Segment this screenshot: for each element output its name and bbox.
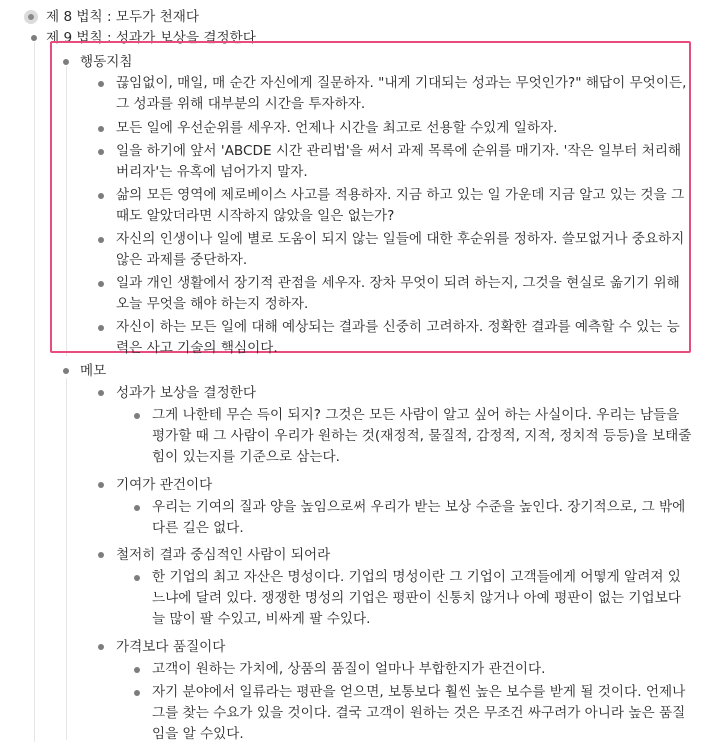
- memo-item-line[interactable]: 늘 많이 팔 수있고, 비싸게 팔 수있다.: [152, 611, 371, 627]
- bullet-icon[interactable]: [63, 368, 69, 374]
- memo-item-line[interactable]: 고객이 원하는 가치에, 상품의 품질이 얼마나 부합한지가 관건이다.: [152, 661, 546, 677]
- guideline-item-line[interactable]: 때도 알았더라면 시작하지 않았을 일은 없는가?: [116, 208, 395, 224]
- outline-item-law9[interactable]: 제 9 법칙 : 성과가 보상을 결정한다: [46, 30, 256, 46]
- memo-item-line[interactable]: 그를 찾는 수요가 있을 것이다. 결국 고객이 원하는 것은 무조건 싸구려가 아니라 높은 품질: [152, 705, 686, 721]
- bullet-icon[interactable]: [98, 149, 104, 155]
- guideline-item-line[interactable]: 자신이 하는 모든 일에 대해 예상되는 결과를 신중히 고려하자. 정확한 결과를 예측할 수 있는 능: [116, 319, 680, 335]
- memo-item-line[interactable]: 다른 길은 없다.: [152, 520, 244, 536]
- memo-item-line[interactable]: 평가할 때 그 사람이 우리가 원하는 것(재정적, 물질적, 감정적, 지적, 정치적 등등)을 보태줄: [152, 428, 692, 444]
- indent-guide: [66, 378, 67, 740]
- guideline-item-line[interactable]: 력은 사고 기술의 핵심이다.: [116, 340, 278, 356]
- memo-item-line[interactable]: 우리는 기여의 질과 양을 높임으로써 우리가 받는 보상 수준을 높인다. 장기적으로, 그 밖에: [152, 499, 686, 515]
- guideline-item-line[interactable]: 않은 과제를 중단하자.: [116, 252, 248, 268]
- outline-item-memo[interactable]: 메모: [80, 363, 107, 379]
- memo-item-line[interactable]: 임을 알 수있다.: [152, 726, 244, 742]
- memo-item-line[interactable]: 힘이 있는지를 기준으로 삼는다.: [152, 449, 340, 465]
- bullet-icon[interactable]: [134, 505, 140, 511]
- guideline-item-line[interactable]: 버리자'는 유혹에 넘어가지 말자.: [116, 164, 308, 180]
- guideline-item-line[interactable]: 오늘 무엇을 해야 하는지 정하자.: [116, 296, 309, 312]
- bullet-icon[interactable]: [134, 575, 140, 581]
- bullet-icon[interactable]: [98, 390, 104, 396]
- indent-guide: [34, 42, 35, 742]
- bullet-icon[interactable]: [98, 126, 104, 132]
- memo-section-title[interactable]: 성과가 보상을 결정한다: [116, 385, 256, 401]
- guideline-item-line[interactable]: 모든 일에 우선순위를 세우자. 언제나 시간을 최고로 선용할 수있게 일하자.: [116, 120, 558, 136]
- guideline-item-line[interactable]: 삶의 모든 영역에 제로베이스 사고를 적용하자. 지금 하고 있는 일 가운데 지금 알고 있는 것을 그: [116, 187, 685, 203]
- outline-item-guidelines[interactable]: 행동지침: [80, 54, 133, 70]
- collapsed-bullet-icon[interactable]: [28, 14, 34, 20]
- bullet-icon[interactable]: [63, 59, 69, 65]
- bullet-icon[interactable]: [134, 413, 140, 419]
- bullet-icon[interactable]: [31, 35, 37, 41]
- guideline-item-line[interactable]: 자신의 인생이나 일에 별로 도움이 되지 않는 일들에 대한 후순위를 정하자. 쓸모없거나 중요하지: [116, 231, 685, 247]
- memo-section-title[interactable]: 기여가 관건이다: [116, 477, 213, 493]
- outline-item-law8[interactable]: 제 8 법칙 : 모두가 천재다: [46, 9, 200, 25]
- bullet-icon[interactable]: [98, 281, 104, 287]
- bullet-icon[interactable]: [98, 325, 104, 331]
- guideline-item-line[interactable]: 끊임없이, 매일, 매 순간 자신에게 질문하자. "내게 기대되는 성과는 무엇인가?" 해답이 무엇이든,: [116, 75, 687, 91]
- bullet-icon[interactable]: [98, 81, 104, 87]
- memo-item-line[interactable]: 자기 분야에서 일류라는 평판을 얻으면, 보통보다 훨씬 높은 보수를 받게 될 것이다. 언제나: [152, 684, 686, 700]
- bullet-icon[interactable]: [98, 237, 104, 243]
- memo-section-title[interactable]: 철저히 결과 중심적인 사람이 되어라: [116, 547, 331, 563]
- bullet-icon[interactable]: [98, 482, 104, 488]
- bullet-icon[interactable]: [98, 193, 104, 199]
- bullet-icon[interactable]: [134, 667, 140, 673]
- memo-item-line[interactable]: 한 기업의 최고 자산은 명성이다. 기업의 명성이란 그 기업이 고객들에게 어떻게 알려져 있: [152, 569, 681, 585]
- bullet-icon[interactable]: [98, 644, 104, 650]
- bullet-icon[interactable]: [134, 690, 140, 696]
- memo-item-line[interactable]: 그게 나한테 무슨 득이 되지? 그것은 모든 사람이 알고 싶어 하는 사실이다. 우리는 남들을: [152, 407, 680, 423]
- guideline-item-line[interactable]: 일을 하기에 앞서 'ABCDE 시간 관리법'을 써서 과제 목록에 순위를 매기자. '작은 일부터 처리해: [116, 143, 682, 159]
- memo-item-line[interactable]: 느냐에 달려 있다. 쟁쟁한 명성의 기업은 평판이 신통치 않거나 아예 평판이 없는 기업보다: [152, 590, 681, 606]
- memo-section-title[interactable]: 가격보다 품질이다: [116, 639, 226, 655]
- guideline-item-line[interactable]: 일과 개인 생활에서 장기적 관점을 세우자. 장차 무엇이 되려 하는지, 그것을 현실로 옮기기 위해: [116, 275, 680, 291]
- guideline-item-line[interactable]: 그 성과를 위해 대부분의 시간을 투자하자.: [116, 96, 366, 112]
- bullet-icon[interactable]: [98, 552, 104, 558]
